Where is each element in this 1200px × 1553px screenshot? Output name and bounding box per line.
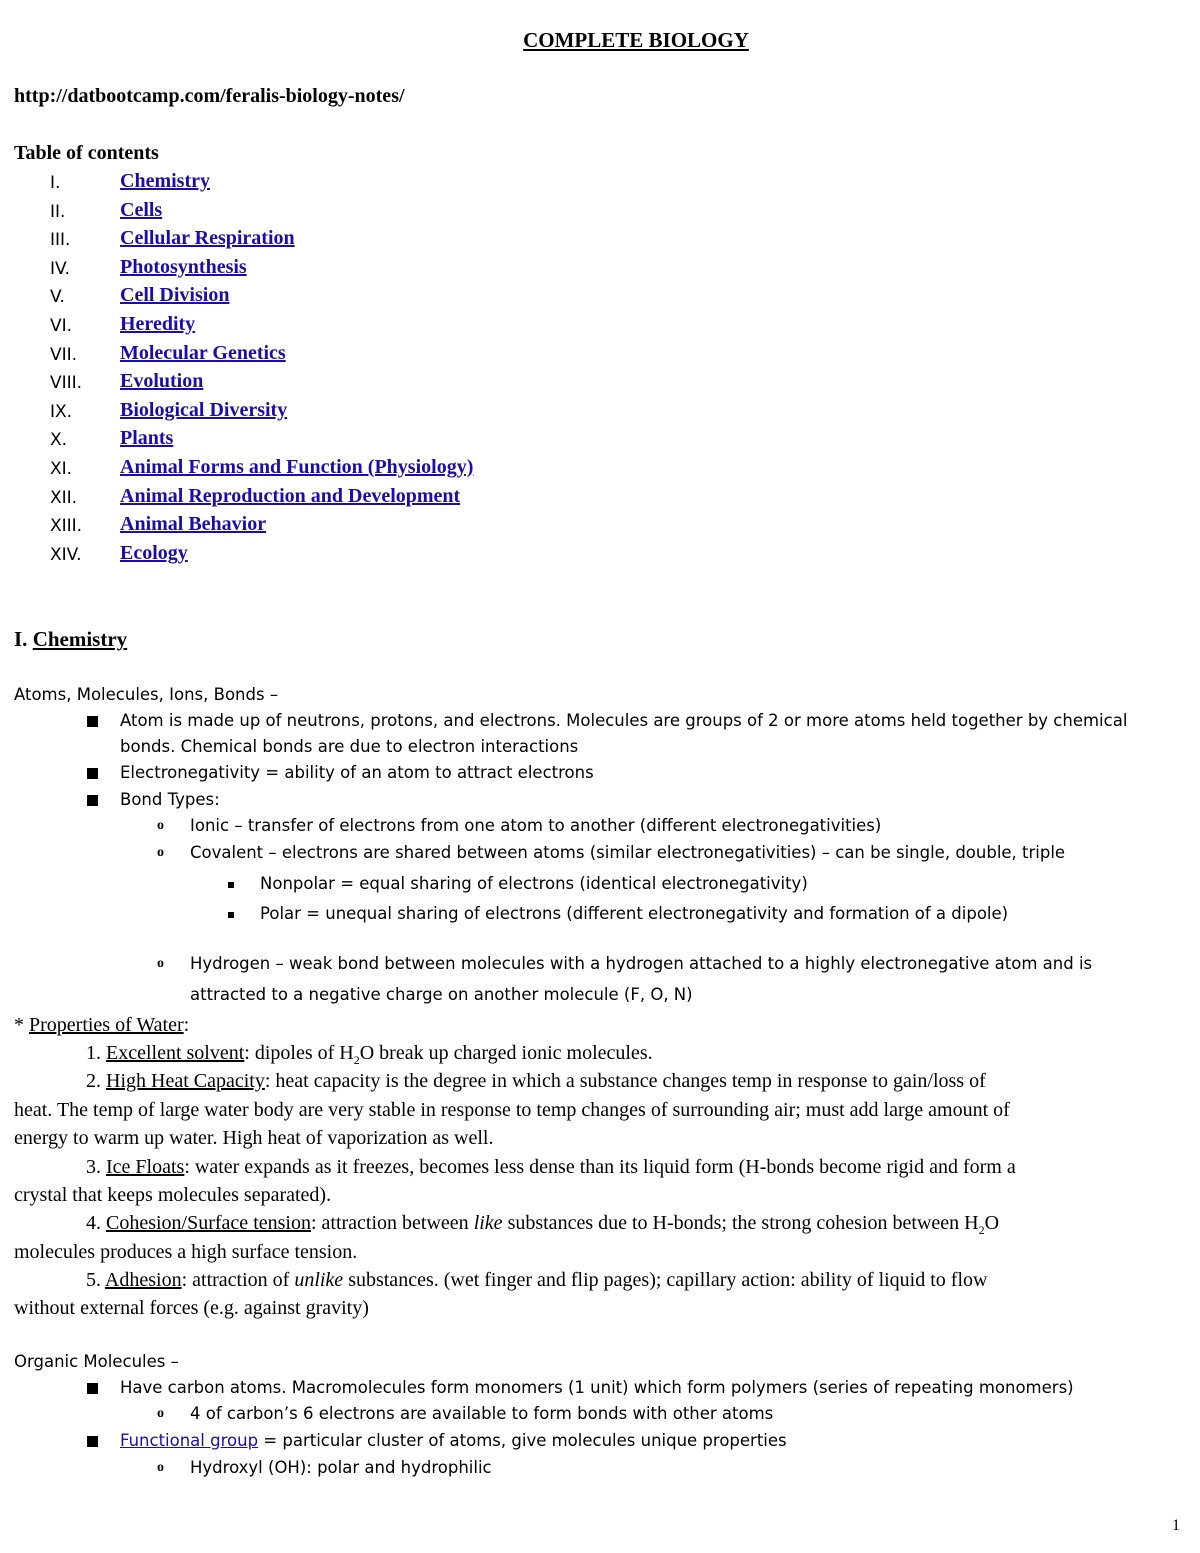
toc-link-molecular-genetics[interactable]: Molecular Genetics [120,341,286,364]
toc-link-animal-behavior[interactable]: Animal Behavior [120,513,267,536]
toc-item-number: IX. [50,401,73,422]
toc-item-number: VIII. [50,373,83,394]
toc-link-animal-forms-and-function-physiology[interactable]: Animal Forms and Function (Physiology) [120,456,474,478]
toc-link-evolution[interactable]: Evolution [120,370,204,393]
toc-item-number: III. [50,230,71,251]
water-property-5: 5. Adhesion: attraction of unlike substances. (wet finger and flip pages); capillary action: ability of liquid to flow [86,1269,988,1291]
bullet-atom-line2: bonds. Chemical bonds are due to electron interactions [120,737,579,756]
circle-bullet-icon: o [157,845,164,860]
functional-group-link[interactable]: Functional group [120,1431,259,1450]
subheading-organic: Organic Molecules – [14,1352,179,1371]
bullet-electronegativity: Electronegativity = ability of an atom to attract electrons [120,763,594,782]
section-number: I. [14,627,33,651]
toc-item-number: I. [50,173,61,193]
toc-item-number: XII. [50,487,78,508]
toc-link-biological-diversity[interactable]: Biological Diversity [120,398,288,421]
water-property-4-line2: molecules produces a high surface tension. [14,1241,358,1263]
toc-link-plants[interactable]: Plants [120,427,174,450]
toc-item-number: IV. [50,258,70,279]
toc-item-number: X. [50,430,68,451]
bond-hydrogen-line2: attracted to a negative charge on another molecule (F, O, N) [190,985,693,1004]
bullet-hydroxyl: Hydroxyl (OH): polar and hydrophilic [190,1458,492,1477]
source-url[interactable]: http://datbootcamp.com/feralis-biology-notes/ [14,85,405,107]
bond-polar: Polar = unequal sharing of electrons (different electronegativity and formation of a dipole) [260,904,1009,923]
toc-link-photosynthesis[interactable]: Photosynthesis [120,255,247,278]
square-bullet-icon [87,1436,98,1447]
square-bullet-icon [87,768,98,779]
subheading-water: * Properties of Water: [14,1014,190,1036]
square-bullet-icon [87,716,98,727]
bullet-carbon-electrons: 4 of carbon’s 6 electrons are available to form bonds with other atoms [190,1404,774,1423]
bond-nonpolar: Nonpolar = equal sharing of electrons (identical electronegativity) [260,874,808,893]
section-title: Chemistry [32,627,128,651]
page-number: 1 [1172,1517,1180,1534]
water-property-5-line2: without external forces (e.g. against gravity) [14,1297,369,1319]
section-heading-chemistry [14,627,127,652]
toc-item-number: II. [50,201,66,222]
small-square-bullet-icon [228,882,234,888]
circle-bullet-icon: o [157,1406,164,1421]
toc-item-number: V. [50,287,65,308]
toc-item-number: VI. [50,316,73,336]
bond-hydrogen-line1: Hydrogen – weak bond between molecules with a hydrogen attached to a highly electronegative atom and is [190,954,1093,973]
circle-bullet-icon: o [157,818,164,833]
bullet-bond-types: Bond Types: [120,790,220,809]
bullet-atom-line1: Atom is made up of neutrons, protons, and electrons. Molecules are groups of 2 or more atoms held together by chemical [120,711,1128,730]
water-property-2-line2: heat. The temp of large water body are very stable in response to temp changes of surrounding air; must add large amount of [14,1099,1010,1121]
toc-link-heredity[interactable]: Heredity [120,313,196,335]
toc-link-cellular-respiration[interactable]: Cellular Respiration [120,227,295,250]
bullet-functional-group: Functional group = particular cluster of atoms, give molecules unique properties [120,1431,787,1450]
circle-bullet-icon: o [157,1460,164,1475]
toc-link-ecology[interactable]: Ecology [120,541,188,564]
water-property-2-line3: energy to warm up water. High heat of vaporization as well. [14,1127,494,1149]
water-property-4: 4. Cohesion/Surface tension: attraction between like substances due to H-bonds; the strong cohesion between $H_2O$ [86,1212,1000,1237]
bond-covalent: Covalent – electrons are shared between atoms (similar electronegativities) – can be single, double, triple [190,843,1066,862]
bullet-carbon: Have carbon atoms. Macromolecules form monomers (1 unit) which form polymers (series of repeating monomers) [120,1378,1074,1397]
water-property-2: 2. High Heat Capacity: heat capacity is the degree in which a substance changes temp in response to gain/loss of [86,1070,986,1092]
square-bullet-icon [87,1383,98,1394]
toc-link-chemistry[interactable]: Chemistry [120,170,210,192]
toc-link-cell-division[interactable]: Cell Division [120,284,230,307]
toc-link-cells[interactable]: Cells [120,198,163,221]
water-property-1: 1. Excellent solvent: dipoles of $H_2O$ break up charged ionic molecules. [86,1042,653,1067]
water-property-3-line2: crystal that keeps molecules separated). [14,1184,332,1206]
small-square-bullet-icon [228,912,234,918]
toc-link-animal-reproduction-and-development[interactable]: Animal Reproduction and Development [120,484,461,507]
toc-item-number: XIV. [50,544,82,565]
circle-bullet-icon: o [157,956,164,971]
toc-heading: Table of contents [14,142,159,164]
water-property-3: 3. Ice Floats: water expands as it freezes, becomes less dense than its liquid form (H-bonds become rigid and form a [86,1156,1016,1178]
square-bullet-icon [87,795,98,806]
page-title: COMPLETE BIOLOGY [523,28,749,52]
toc-item-number: VII. [50,344,78,365]
toc-item-number: XI. [50,459,73,479]
bond-ionic: Ionic – transfer of electrons from one atom to another (different electronegativities) [190,816,882,835]
toc-item-number: XIII. [50,516,83,537]
subheading-atoms: Atoms, Molecules, Ions, Bonds – [14,685,279,704]
